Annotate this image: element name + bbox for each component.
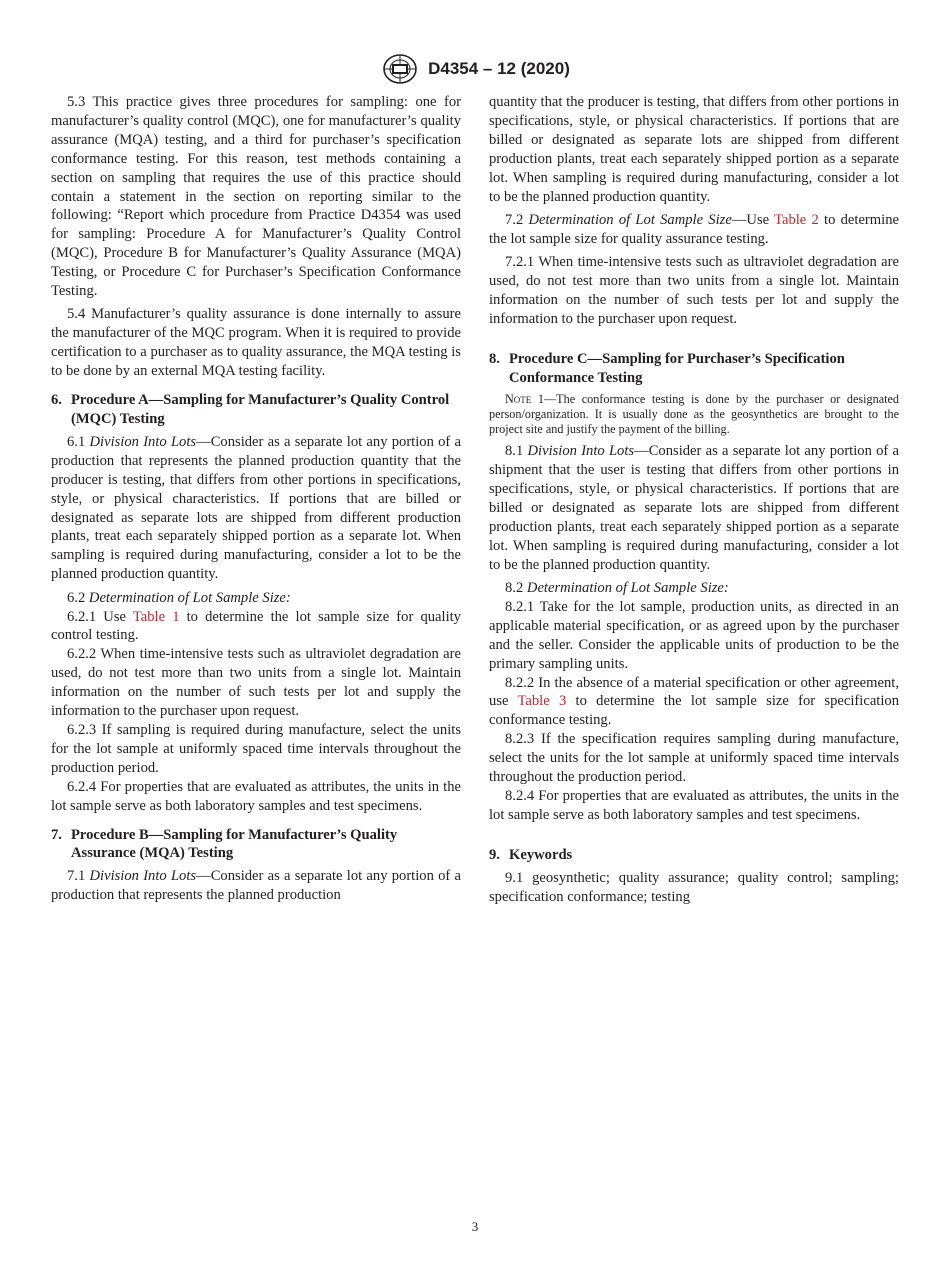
- section-8-heading: 8. Procedure C—Sampling for Purchaser’s Specification Conformance Testing: [489, 351, 845, 387]
- paragraph-5-3: 5.3 This practice gives three procedures for sampling: one for manufacturer’s quality control (MQC), one for manufacturer’s quality assurance (MQA) testing, and a third for purchaser’s specification conformance testing. For this reason, test methods containing a section on sampling that requires the use of this practice should contain a statement in the section on reporting similar to the following: “Report which procedure from Practice D4354 was used for sampling: Procedure A for Manufacturer’s Quality Control (MQC), Procedure B for Manufacturer’s Quality Assurance (MQA) Testing, or Procedure C for Purchaser’s Specification Conformance Testing.: [51, 94, 461, 300]
- astm-logo-icon: [380, 52, 420, 86]
- paragraph-8-2-2: 8.2.2 In the absence of a material specification or other agreement, use Table 3 to determine the lot sample size for specification conformance testing.: [489, 674, 899, 729]
- paragraph-8-1: 8.1 Division Into Lots—Consider as a separate lot any portion of a shipment that the user is testing that differs from other portions in specifications, style, or physical characteristics. If portions that are billed or designated as separate lots are shipped from different production plants, treat each separately shipped portion as a separate lot. When sampling is required during manufacturing, consider a lot to be the planned production quantity.: [489, 443, 900, 573]
- paragraph-6-2: 6.2 Determination of Lot Sample Size:: [67, 589, 291, 606]
- paragraph-8-2-3: 8.2.3 If the specification requires sampling during manufacture, select the units for the lot sample at uniformly spaced time intervals throughout the production period.: [489, 731, 899, 786]
- paragraph-7-1-continued: quantity that the producer is testing, that differs from other portions in specifications, style, or physical characteristics. If portions that are billed or designated as separate lots are shipped from different production plants, treat each separately shipped portion as a separate lot. When sampling is required during manufacturing, consider a lot to be the planned production quantity.: [489, 94, 899, 205]
- paragraph-7-1: 7.1 Division Into Lots—Consider as a separate lot any portion of a production that represents the planned production: [51, 868, 462, 904]
- page-header: [0, 52, 950, 86]
- section-6-heading: 6. Procedure A—Sampling for Manufacturer’s Quality Control (MQC) Testing: [51, 392, 450, 427]
- page-number: 3: [471, 1219, 479, 1234]
- table-2-link[interactable]: Table 2: [774, 211, 819, 228]
- paragraph-5-4: 5.4 Manufacturer’s quality assurance is done internally to assure the manufacturer of the MQC program. When it is required to provide certification to a purchaser as to quality assurance, the MQA testing is to be done by an external MQA testing facility.: [51, 306, 461, 380]
- table-3-link[interactable]: Table 3: [517, 693, 567, 710]
- paragraph-7-2-1: 7.2.1 When time-intensive tests such as ultraviolet degradation are used, do not test more than two units from a single lot. Maintain information on the number of such tests per lot and supply the information to the purchaser upon request.: [489, 254, 899, 327]
- paragraph-6-1: 6.1 Division Into Lots—Consider as a separate lot any portion of a production that represents the planned production quantity that the producer is testing, that differs from other portions in specifications, style, or physical characteristics. If portions that are billed or designated as separate lots are shipped from different production plants, treat each separately shipped portion as a separate lot. When sampling is required during manufacturing, consider a lot to be the planned production quantity.: [51, 433, 462, 583]
- document-designation: D4354 – 12 (2020): [428, 59, 570, 78]
- left-column: [51, 93, 461, 910]
- paragraph-8-2-1: 8.2.1 Take for the lot sample, production units, as directed in an applicable material specification, or as agreed upon by the purchaser and the seller. Consider the applicable units of production to be the primary sampling units.: [489, 598, 899, 672]
- paragraph-7-2: 7.2 Determination of Lot Sample Size—Use Table 2 to determine the lot sample size for quality assurance testing.: [489, 211, 899, 247]
- paragraph-6-2-2: 6.2.2 When time-intensive tests such as ultraviolet degradation are used, do not test more than two units from a single lot. Maintain information on the number of such tests per lot and supply the information to the purchaser upon request.: [51, 646, 461, 720]
- paragraph-6-2-1: 6.2.1 Use Table 1 to determine the lot sample size for quality control testing.: [51, 608, 461, 644]
- paragraph-6-2-3: 6.2.3 If sampling is required during manufacture, select the units for the lot sample at uniformly spaced time intervals throughout the production period.: [51, 722, 461, 776]
- right-column: [489, 93, 899, 912]
- section-9-heading: 9. Keywords: [489, 847, 573, 864]
- paragraph-8-2-4: 8.2.4 For properties that are evaluated as attributes, the units in the lot sample serve as both laboratory samples and test specimens.: [489, 788, 899, 823]
- note-1: Note 1—The conformance testing is done by the purchaser or designated person/organization. It is usually done as the geosynthetics are brought to the project site and justify the payment of the billing.: [489, 392, 900, 437]
- paragraph-8-2: 8.2 Determination of Lot Sample Size:: [505, 580, 729, 597]
- section-7-heading: 7. Procedure B—Sampling for Manufacturer’s Quality Assurance (MQA) Testing: [51, 826, 398, 862]
- paragraph-6-2-4: 6.2.4 For properties that are evaluated as attributes, the units in the lot sample serve as both laboratory samples and test specimens.: [51, 778, 461, 814]
- paragraph-9-1: 9.1 geosynthetic; quality assurance; quality control; sampling; specification conformance; testing: [489, 870, 899, 906]
- table-1-link[interactable]: Table 1: [132, 608, 180, 625]
